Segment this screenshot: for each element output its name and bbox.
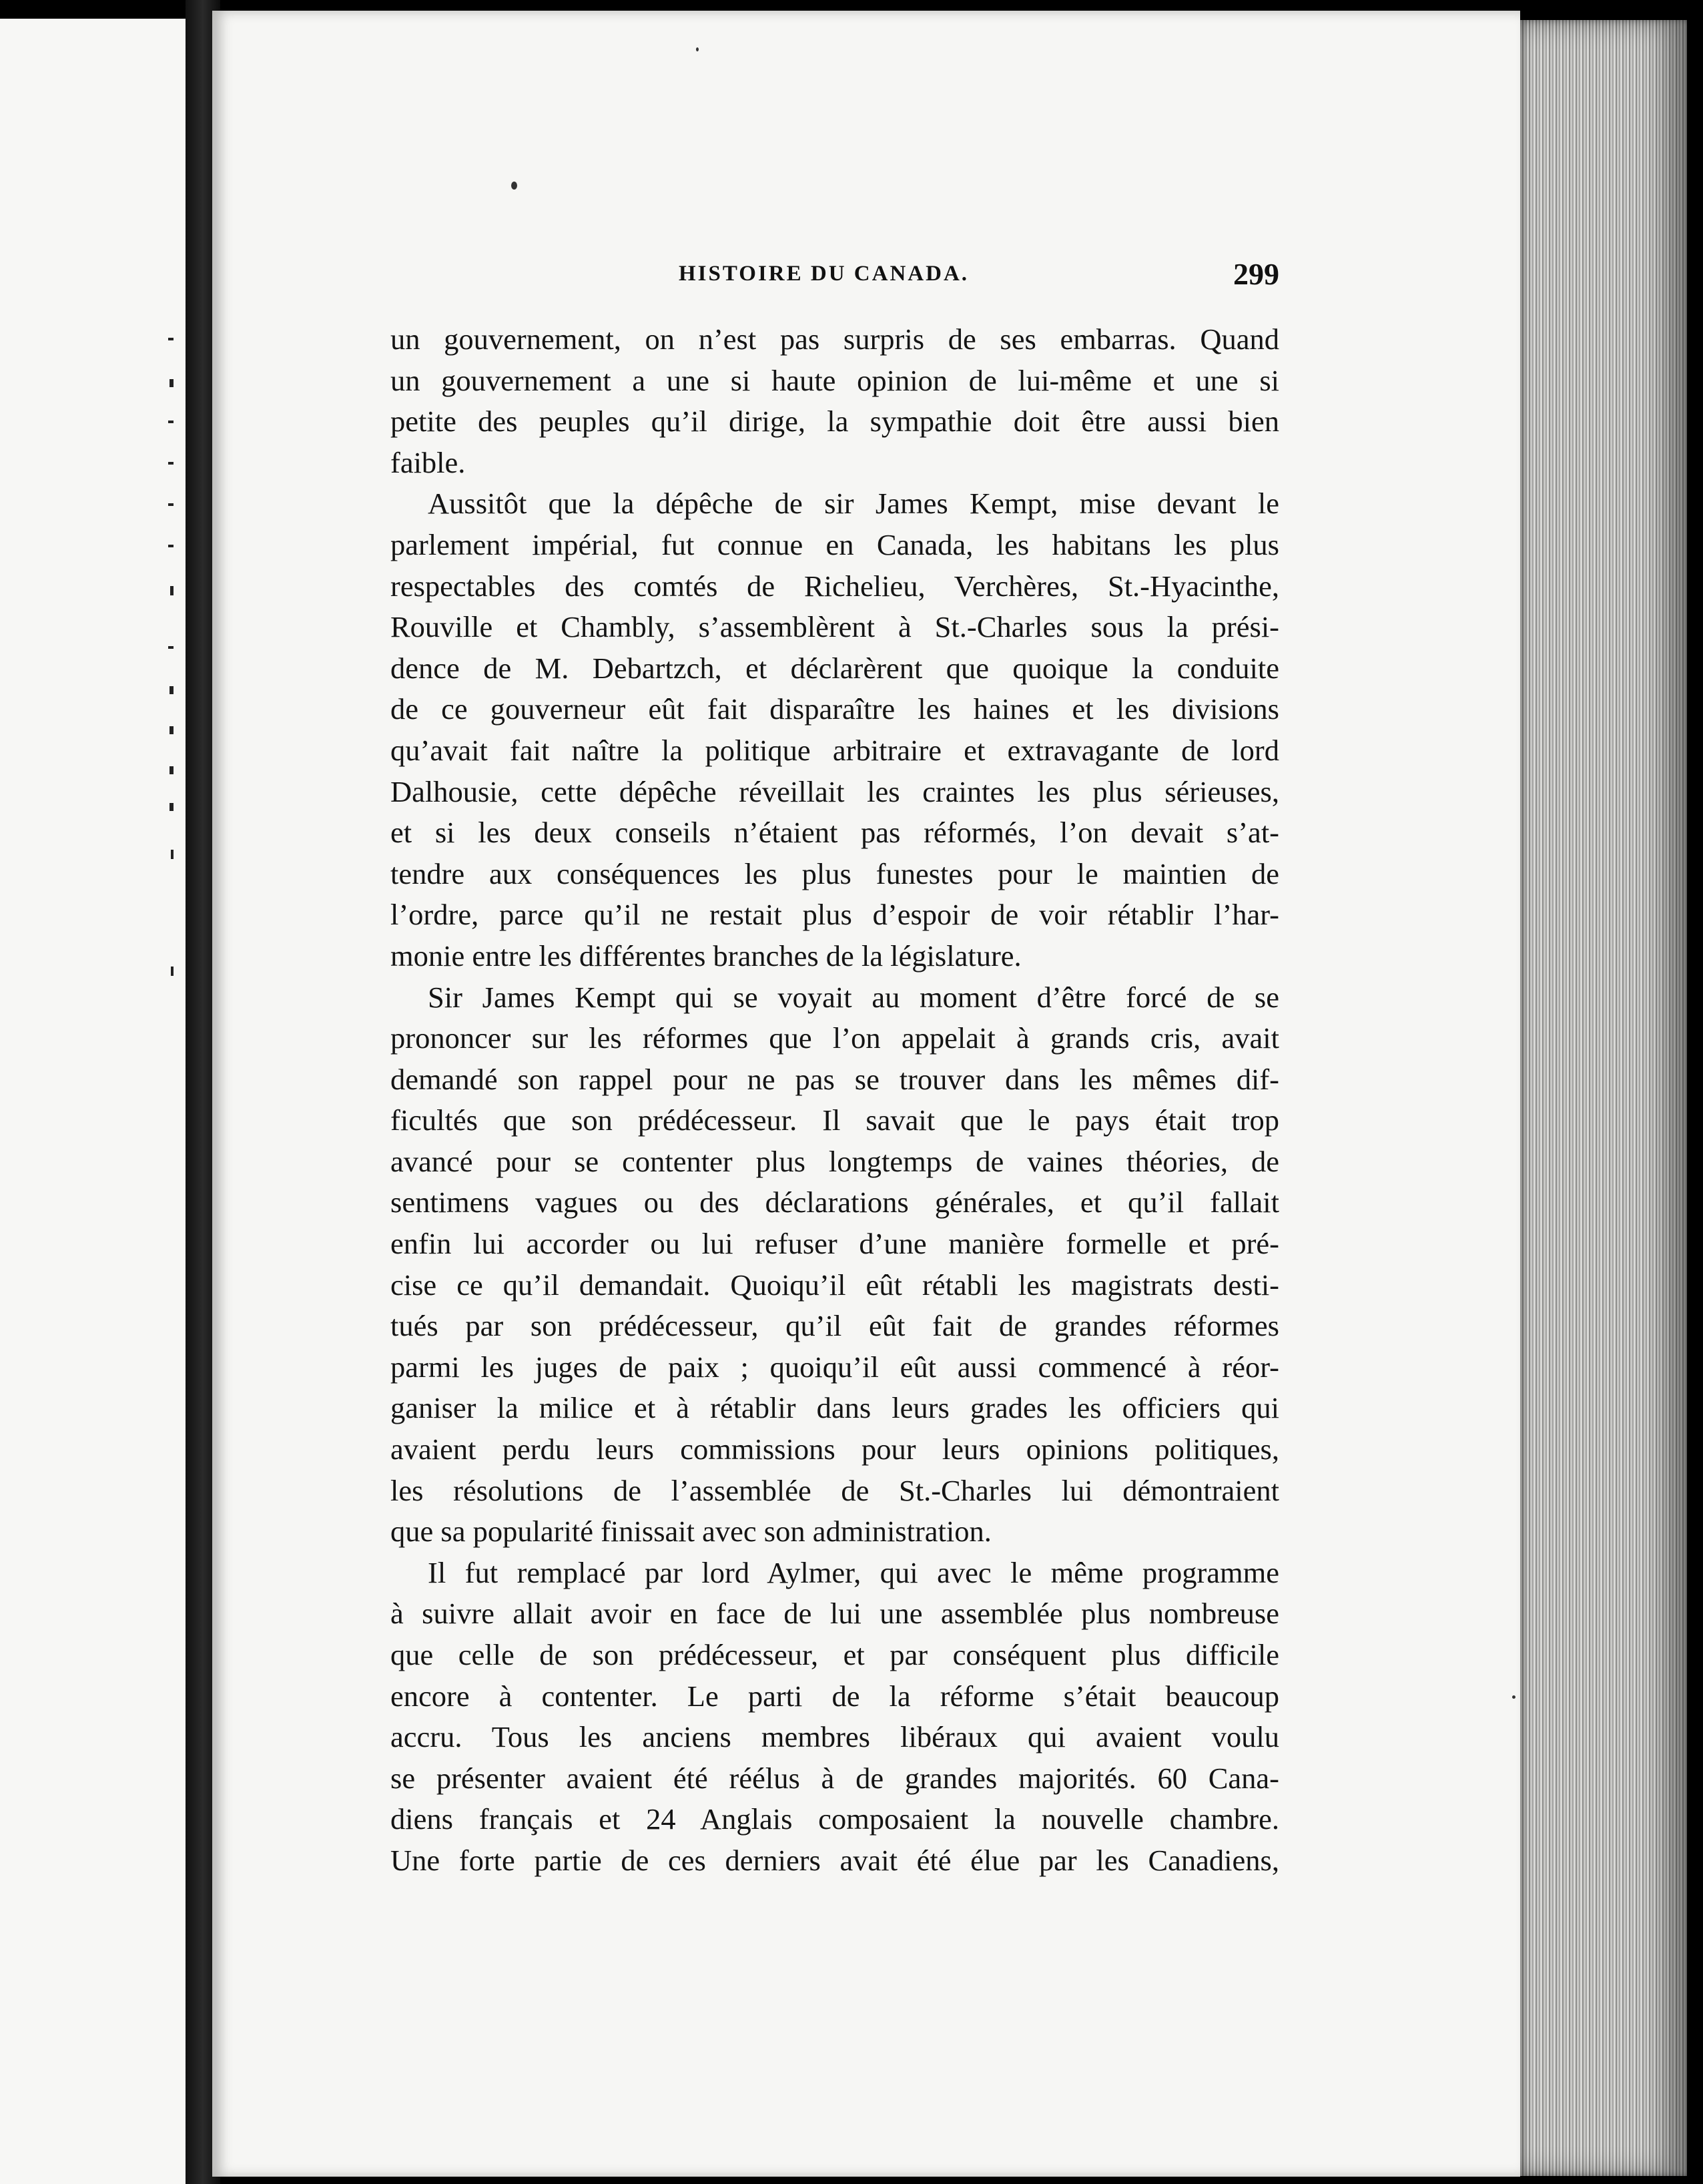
text-line: avaient perdu leurs commissions pour leurs opinions politiques, xyxy=(390,1432,1279,1466)
running-title: HISTOIRE DU CANADA. xyxy=(679,262,970,286)
text-line: de ce gouverneur eût fait disparaître les haines et les divisions xyxy=(390,692,1279,726)
facing-page-mark xyxy=(168,462,174,465)
body-text xyxy=(390,319,1279,1882)
facing-page-edge xyxy=(0,19,186,2184)
text-line: un gouvernement a une si haute opinion de lui-même et une si xyxy=(390,363,1279,397)
facing-page-mark xyxy=(171,850,174,859)
text-line: l’ordre, parce qu’il ne restait plus d’espoir de voir rétablir l’har- xyxy=(390,898,1279,932)
text-line: faible. xyxy=(390,445,466,479)
paragraph-first-line: Sir James Kempt qui se voyait au moment d’être forcé de se xyxy=(428,980,1279,1014)
text-line: petite des peuples qu’il dirige, la sympathie doit être aussi bien xyxy=(390,404,1279,439)
text-line: à suivre allait avoir en face de lui une assemblée plus nombreuse xyxy=(390,1597,1279,1631)
page-header xyxy=(390,257,1279,300)
text-line: encore à contenter. Le parti de la réforme s’était beaucoup xyxy=(390,1679,1279,1713)
facing-page-mark xyxy=(168,646,174,649)
text-line: tendre aux conséquences les plus funestes pour le maintien de xyxy=(390,856,1279,890)
facing-page-mark xyxy=(171,967,174,976)
facing-page-mark xyxy=(168,338,174,340)
facing-page-mark xyxy=(168,545,174,547)
text-line: demandé son rappel pour ne pas se trouver dans les mêmes dif- xyxy=(390,1062,1279,1096)
facing-page-mark xyxy=(169,726,174,734)
facing-page-mark xyxy=(169,379,174,387)
text-line: cise ce qu’il demandait. Quoiqu’il eût rétabli les magistrats desti- xyxy=(390,1268,1279,1302)
text-line: se présenter avaient été réélus à de grandes majorités. 60 Cana- xyxy=(390,1761,1279,1795)
facing-page-mark xyxy=(168,503,174,506)
text-line: que celle de son prédécesseur, et par conséquent plus difficile xyxy=(390,1638,1279,1671)
ink-speck xyxy=(1512,1695,1515,1699)
ink-speck xyxy=(696,47,699,51)
text-line: ficultés que son prédécesseur. Il savait que le pays était trop xyxy=(390,1103,1279,1137)
text-line: respectables des comtés de Richelieu, Verchères, St.-Hyacinthe, xyxy=(390,569,1279,603)
text-line: Rouville et Chambly, s’assemblèrent à St.-Charles sous la prési- xyxy=(390,610,1279,644)
text-line: enfin lui accorder ou lui refuser d’une manière formelle et pré- xyxy=(390,1227,1279,1261)
text-line: parlement impérial, fut connue en Canada, les habitans les plus xyxy=(390,527,1279,561)
text-line: et si les deux conseils n’étaient pas réformés, l’on devait s’at- xyxy=(390,816,1279,850)
text-line: accru. Tous les anciens membres libéraux qui avaient voulu xyxy=(390,1720,1279,1754)
text-line: les résolutions de l’assemblée de St.-Charles lui démontraient xyxy=(390,1473,1279,1507)
text-line: avancé pour se contenter plus longtemps de vaines théories, de xyxy=(390,1144,1279,1178)
text-line: tués par son prédécesseur, qu’il eût fait de grandes réformes xyxy=(390,1309,1279,1343)
facing-page-mark xyxy=(169,766,174,774)
text-line: que sa popularité finissait avec son administration. xyxy=(390,1515,992,1549)
text-line: qu’avait fait naître la politique arbitraire et extravagante de lord xyxy=(390,733,1279,767)
text-line: sentimens vagues ou des déclarations générales, et qu’il fallait xyxy=(390,1185,1279,1219)
facing-page-mark xyxy=(169,803,174,811)
text-line: ganiser la milice et à rétablir dans leurs grades les officiers qui xyxy=(390,1391,1279,1425)
text-line: Une forte partie de ces derniers avait été élue par les Canadiens, xyxy=(390,1843,1279,1877)
text-line: monie entre les différentes branches de la législature. xyxy=(390,938,1022,973)
facing-page-mark xyxy=(170,586,174,595)
text-line: diens français et 24 Anglais composaient la nouvelle chambre. xyxy=(390,1802,1279,1836)
page-fore-edge xyxy=(1520,20,1687,2176)
ink-speck xyxy=(511,182,517,190)
text-line: Dalhousie, cette dépêche réveillait les craintes les plus sérieuses, xyxy=(390,774,1279,808)
facing-page-mark xyxy=(168,421,174,423)
text-line: prononcer sur les réformes que l’on appelait à grands cris, avait xyxy=(390,1021,1279,1055)
facing-page-mark xyxy=(169,686,174,694)
text-line: un gouvernement, on n’est pas surpris de ses embarras. Quand xyxy=(390,322,1279,356)
text-line: dence de M. Debartzch, et déclarèrent que quoique la conduite xyxy=(390,651,1279,685)
paragraph-first-line: Il fut remplacé par lord Aylmer, qui avec le même programme xyxy=(428,1555,1279,1589)
page-number: 299 xyxy=(1233,257,1279,291)
text-line: parmi les juges de paix ; quoiqu’il eût aussi commencé à réor- xyxy=(390,1350,1279,1384)
paragraph-first-line: Aussitôt que la dépêche de sir James Kempt, mise devant le xyxy=(428,487,1279,521)
